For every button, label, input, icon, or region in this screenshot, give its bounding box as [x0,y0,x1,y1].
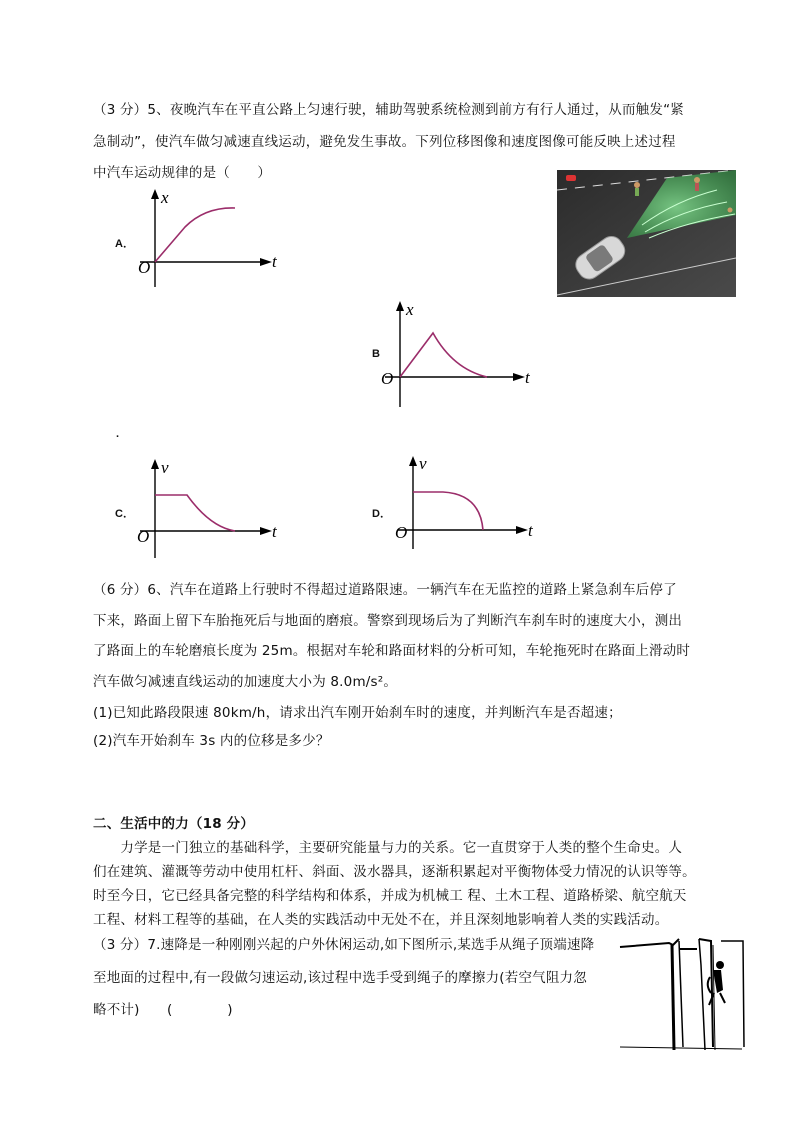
q5-line-1: （3 分）5、夜晚汽车在平直公路上匀速行驶，辅助驾驶系统检测到前方有行人通过，从而触发“紧 [93,102,684,118]
q6-subquestion-1: (1)已知此路段限速 80km/h，请求出汽车刚开始刹车时的速度，并判断汽车是否超速； [93,705,622,721]
section-2-para-3: 时至今日，它已经具备完整的科学结构和体系，并成为机械工 程、土木工程、道路桥梁、航空航天 [93,888,687,904]
option-d-graph [388,452,548,552]
section-2-para-2: 们在建筑、灌溉等劳动中使用杠杆、斜面、汲水器具，逐渐积累起对平衡物体受力情况的认识等等。 [93,864,696,880]
option-d-y-axis-label: v [419,454,427,473]
q6-line-1: （6 分）6、汽车在道路上行驶时不得超过道路限速。一辆汽车在无监控的道路上紧急刹车后停了 [93,582,677,598]
car-detection-photo [557,170,736,297]
option-c-y-axis-label: v [161,458,169,477]
car-detection-illustration [557,170,736,297]
q7-line-1: （3 分）7.速降是一种刚刚兴起的户外休闲运动,如下图所示,某选手从绳子顶端速降 [93,937,595,953]
option-c-x-axis-label: t [272,522,277,541]
option-b-x-axis-label: t [525,368,530,387]
q6-line-2: 下来，路面上留下车胎拖死后与地面的磨痕。警察到现场后为了判断汽车刹车时的速度大小，测出 [93,613,683,629]
option-b-label: B [372,348,380,360]
option-d-label: D． [372,508,391,520]
section-2-heading: 二、生活中的力（18 分） [93,816,255,832]
option-b-y-axis-label: x [406,300,414,319]
option-c-origin-label: O [137,527,150,546]
q7-line-2: 至地面的过程中,有一段做匀速运动,该过程中选手受到绳子的摩擦力(若空气阻力忽 [93,970,587,986]
q5-line-3: 中汽车运动规律的是（ ） [93,165,272,181]
option-a-graph [130,185,290,290]
q5-line-2: 急制动”，使汽车做匀减速直线运动，避免发生事故。下列位移图像和速度图像可能反映上述过程 [93,134,676,150]
q7-line-3: 略不计) ( ) [93,1002,233,1018]
option-d-x-axis-label: t [528,521,533,540]
section-2-para-1: 力学是一门独立的基础科学，主要研究能量与力的关系。它一直贯穿于人类的整个生命史。人 [93,840,683,856]
option-b-graph [375,297,540,409]
section-2-para-4: 工程、材料工程等的基础，在人类的实践活动中无处不在，并且深刻地影响着人类的实践活动。 [93,912,669,928]
option-c-graph [130,455,290,560]
rappelling-sketch [617,935,747,1053]
option-d-origin-label: O [395,523,408,542]
option-a-y-axis-label: x [161,188,169,207]
option-a-origin-label: O [138,258,151,277]
option-a-label: A． [115,238,134,250]
q6-line-4: 汽车做匀减速直线运动的加速度大小为 8.0m/s²。 [93,674,398,690]
option-b-origin-label: O [381,369,394,388]
option-c-label: C． [115,508,134,520]
option-dot: . [116,428,120,440]
option-a-x-axis-label: t [272,252,277,271]
q6-line-3: 了路面上的车轮磨痕长度为 25m。根据对车轮和路面材料的分析可知，车轮拖死时在路面上滑动时 [93,643,691,659]
q6-subquestion-2: (2)汽车开始刹车 3s 内的位移是多少？ [93,733,330,749]
